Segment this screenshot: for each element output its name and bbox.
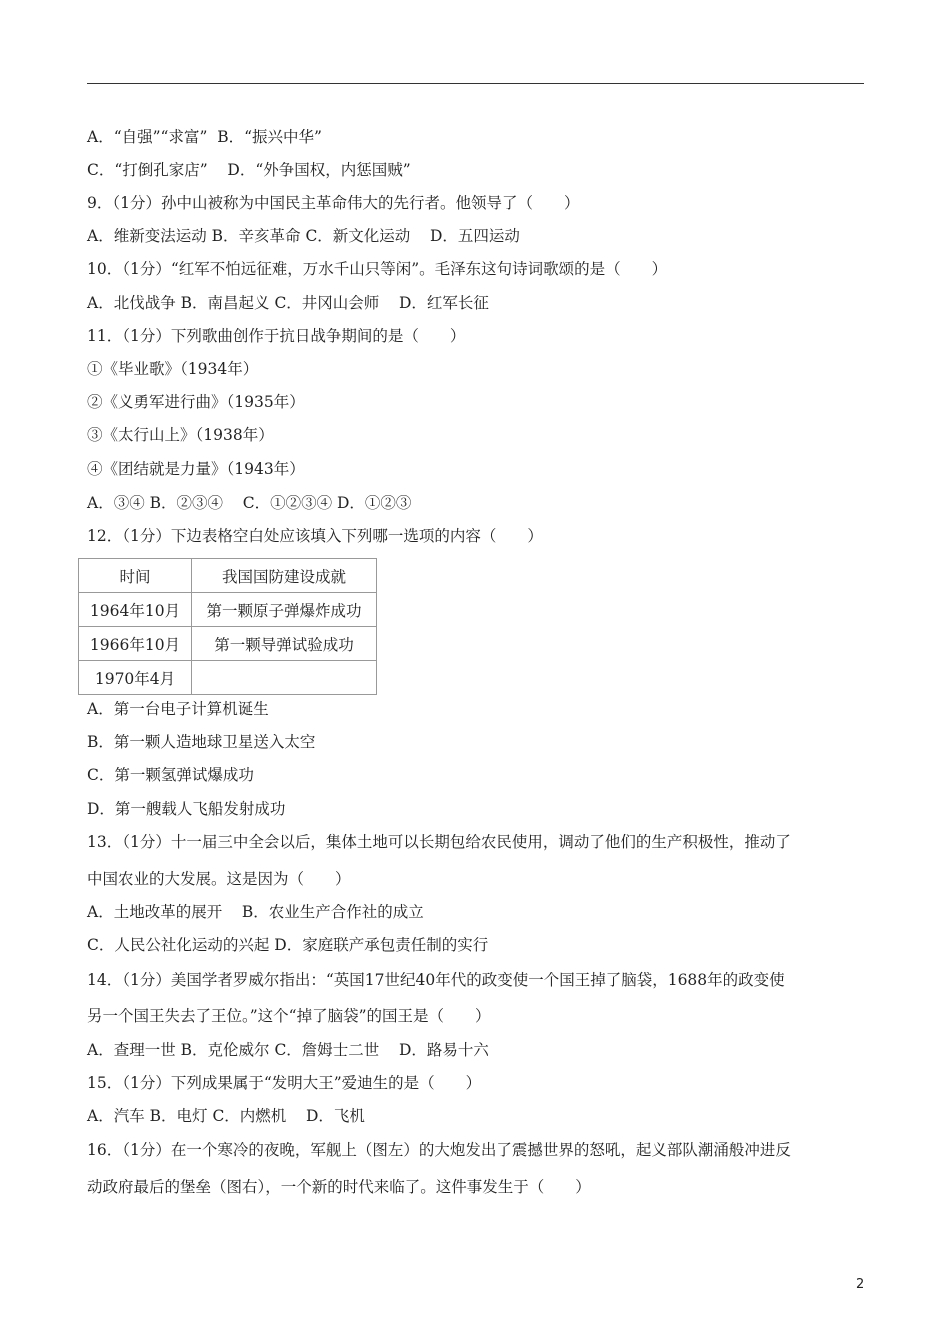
table-header-row xyxy=(79,559,377,593)
q8-options-cd: C．“打倒孔家店” D．“外争国权，内惩国贼” xyxy=(87,161,411,179)
q14-options: A．查理一世 B．克伦威尔 C．詹姆士二世 D．路易十六 xyxy=(87,1041,489,1059)
q11-options: A．③④ B．②③④ C．①②③④ D．①②③ xyxy=(87,494,412,512)
q13-options-cd: C．人民公社化运动的兴起 D．家庭联产承包责任制的实行 xyxy=(87,936,489,954)
table-cell-blank xyxy=(192,661,377,695)
table-row xyxy=(79,593,377,627)
q12-option-d: D．第一艘载人飞船发射成功 xyxy=(87,800,286,818)
q15-options: A．汽车 B．电灯 C．内燃机 D．飞机 xyxy=(87,1107,365,1125)
q12-option-c: C．第一颗氢弹试爆成功 xyxy=(87,766,254,784)
q11-item-1: ①《毕业歌》（1934年） xyxy=(87,360,259,378)
q13-options-ab: A．土地改革的展开 B．农业生产合作社的成立 xyxy=(87,903,424,921)
table-cell-achievement: 第一颗导弹试验成功 xyxy=(192,627,377,661)
q11-item-4: ④《团结就是力量》（1943年） xyxy=(87,460,305,478)
q13-stem-line1: 13．（1分）十一届三中全会以后，集体土地可以长期包给农民使用，调动了他们的生产积极性，推动了 xyxy=(87,833,791,851)
q12-stem: 12．（1分）下边表格空白处应该填入下列哪一选项的内容（ ） xyxy=(87,527,543,545)
q14-stem-line2: 另一个国王失去了王位。”这个“掉了脑袋”的国王是（ ） xyxy=(87,1007,491,1025)
q15-stem: 15．（1分）下列成果属于“发明大王”爱迪生的是（ ） xyxy=(87,1074,482,1092)
q10-stem: 10．（1分）“红军不怕远征难，万水千山只等闲”。毛泽东这句诗词歌颂的是（ ） xyxy=(87,260,668,278)
q12-option-a: A．第一台电子计算机诞生 xyxy=(87,700,269,718)
q12-table xyxy=(78,558,377,695)
table-header-cell: 我国国防建设成就 xyxy=(192,559,377,593)
q16-stem-line2: 动政府最后的堡垒（图右），一个新的时代来临了。这件事发生于（ ） xyxy=(87,1178,591,1196)
table-cell-time: 1964年10月 xyxy=(79,593,192,627)
table-cell-time: 1970年4月 xyxy=(79,661,192,695)
table-header-cell: 时间 xyxy=(79,559,192,593)
header-rule xyxy=(87,83,864,84)
table-cell-achievement: 第一颗原子弹爆炸成功 xyxy=(192,593,377,627)
q13-stem-line2: 中国农业的大发展。这是因为（ ） xyxy=(87,870,351,888)
q11-item-3: ③《太行山上》（1938年） xyxy=(87,426,274,444)
q10-options: A．北伐战争 B．南昌起义 C．井冈山会师 D．红军长征 xyxy=(87,294,489,312)
page-number: 2 xyxy=(856,1277,865,1292)
q9-stem: 9．（1分）孙中山被称为中国民主革命伟大的先行者。他领导了（ ） xyxy=(87,194,580,212)
q14-stem-line1: 14．（1分）美国学者罗威尔指出：“英国17世纪40年代的政变使一个国王掉了脑袋，1688年的政变使 xyxy=(87,971,785,989)
q11-stem: 11．（1分）下列歌曲创作于抗日战争期间的是（ ） xyxy=(87,327,466,345)
q8-options-ab: A．“自强”“求富” B．“振兴中华” xyxy=(87,128,322,146)
q9-options: A．维新变法运动 B．辛亥革命 C．新文化运动 D．五四运动 xyxy=(87,227,520,245)
table-row xyxy=(79,661,377,695)
q11-item-2: ②《义勇军进行曲》（1935年） xyxy=(87,393,305,411)
table-cell-time: 1966年10月 xyxy=(79,627,192,661)
q12-option-b: B．第一颗人造地球卫星送入太空 xyxy=(87,733,316,751)
q16-stem-line1: 16．（1分）在一个寒冷的夜晚，军舰上（图左）的大炮发出了震撼世界的怒吼，起义部队潮涌般冲进反 xyxy=(87,1141,791,1159)
table-row xyxy=(79,627,377,661)
